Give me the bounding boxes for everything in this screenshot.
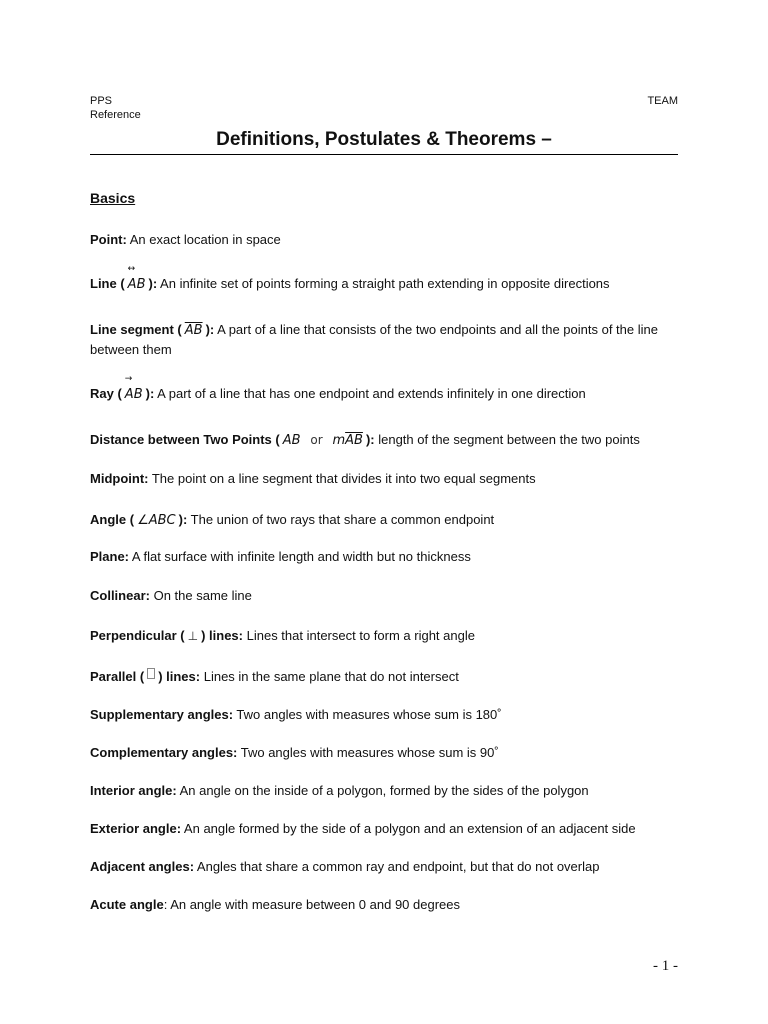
term: Exterior angle: [90,821,182,836]
definition-text: A part of a line that consists of the two endpoints and all the points of the line between them [90,322,658,357]
term: Perpendicular ( [90,628,185,643]
term: Distance between Two Points ( [90,432,280,447]
definition-text: The union of two rays that share a common endpoint [187,512,495,527]
term-suffix: ): [148,276,158,291]
section-heading: Basics [90,190,136,206]
term: Acute angle [90,897,164,912]
angle-symbol-icon: ∠ABC [137,513,176,528]
term: Line ( [90,276,125,291]
definition-text: A flat surface with infinite length and width but no thickness [129,549,471,564]
term: Ray ( [90,386,122,401]
header-left [90,94,141,122]
definition-point [90,230,680,249]
term-suffix: ): [145,386,155,401]
term-suffix: ) lines: [201,628,243,643]
definition-text: : An angle with measure between 0 and 90 degrees [163,897,461,912]
segment-symbol-icon: $\overline{AB}$ [184,323,203,338]
term-suffix: ): [178,512,188,527]
term-suffix: ) lines: [158,669,201,684]
definition-angle [90,510,680,530]
definition-collinear [90,586,680,605]
header-org: PPS [90,95,113,107]
parallel-icon [147,668,155,679]
term: Complementary angles: [90,745,238,760]
definition-text: An angle formed by the side of a polygon and an extension of an adjacent side [181,821,636,836]
definition-interior-angle [90,781,680,800]
definition-line [90,274,680,294]
term-suffix: ): [205,322,215,337]
definition-text: A part of a line that has one endpoint and extends infinitely in one direction [154,386,586,401]
term-suffix: ): [365,432,375,447]
definition-text: Lines that intersect to form a right angle [243,628,475,643]
definition-supplementary [90,705,680,724]
definition-midpoint [90,469,680,488]
perpendicular-icon: ⊥ [187,629,199,643]
definition-line-segment [90,320,680,359]
term: Interior angle: [90,783,177,798]
definition-text: Angles that share a common ray and endpoint, but that do not overlap [194,859,600,874]
definition-text: An exact location in space [126,232,281,247]
term: Adjacent angles: [90,859,195,874]
symbol-or: or [306,433,327,447]
term: Parallel ( [90,669,145,684]
term: Line segment ( [90,322,182,337]
title-divider [90,154,678,155]
definition-text: The point on a line segment that divides it into two equal segments [148,471,536,486]
term: Point: [90,232,127,247]
definition-adjacent-angles [90,857,680,876]
definition-text: An infinite set of points forming a straight path extending in opposite directions [157,276,610,291]
term: Plane: [90,549,130,564]
header-right: TEAM [647,95,678,107]
page-title: Definitions, Postulates & Theorems – [216,129,552,150]
definition-text: Two angles with measures whose sum is 180˚ [233,707,502,722]
term: Midpoint: [90,471,149,486]
definition-text: Two angles with measures whose sum is 90˚ [237,745,499,760]
measure-m-symbol: m [332,433,346,448]
term: Supplementary angles: [90,707,234,722]
term: Collinear: [90,588,150,603]
term: Angle ( [90,512,135,527]
measure-segment-symbol-icon: $\overline{AB}$ [345,433,363,448]
definition-complementary [90,743,680,762]
definition-perpendicular [90,626,680,646]
definition-text: An angle on the inside of a polygon, formed by the sides of the polygon [176,783,589,798]
definition-text: length of the segment between the two points [374,432,640,447]
definition-parallel [90,667,680,686]
line-symbol-icon: ↔ AB [125,275,149,294]
page-number: - 1 - [653,958,678,974]
definition-text: Lines in the same plane that do not intersect [200,669,459,684]
header-doc-type: Reference [90,109,141,121]
definition-distance [90,430,680,450]
definition-plane [90,547,680,566]
ray-symbol-icon: → AB [122,385,146,404]
definition-ray [90,384,680,404]
distance-symbol-icon: AB [282,433,301,448]
definition-acute-angle [90,895,680,914]
definition-text: On the same line [149,588,252,603]
definition-exterior-angle [90,819,680,838]
